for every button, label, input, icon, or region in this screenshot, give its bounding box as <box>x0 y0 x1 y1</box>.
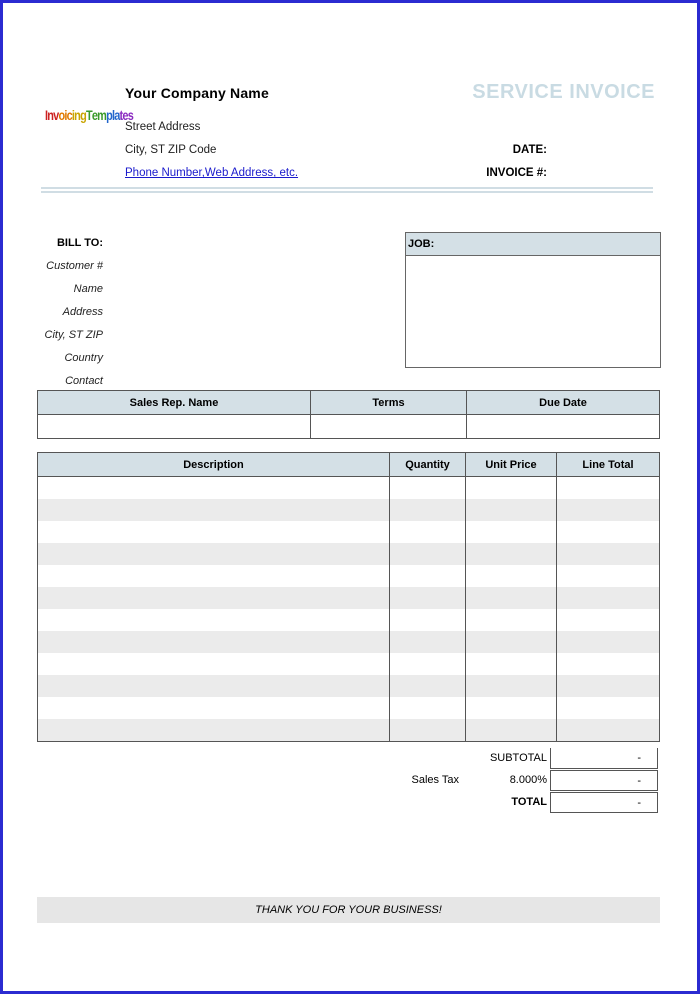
unit-price-cell[interactable] <box>466 499 557 521</box>
line-item-row[interactable] <box>38 631 660 653</box>
date-label: DATE: <box>512 144 547 156</box>
quantity-cell[interactable] <box>390 521 466 543</box>
unit-price-cell[interactable] <box>466 477 557 500</box>
unit-price-cell[interactable] <box>466 565 557 587</box>
description-cell[interactable] <box>38 543 390 565</box>
invoice-number-label: INVOICE #: <box>486 167 547 179</box>
unit-price-cell[interactable] <box>466 609 557 631</box>
line-total-cell[interactable] <box>557 675 660 697</box>
terms-header: Terms <box>311 391 467 415</box>
line-items-table <box>37 452 660 742</box>
thank-you-footer: THANK YOU FOR YOUR BUSINESS! <box>37 897 660 923</box>
job-box[interactable] <box>405 232 661 368</box>
job-heading: JOB: <box>406 233 660 256</box>
unit-price-cell[interactable] <box>466 719 557 742</box>
header-divider <box>41 187 653 189</box>
bill-to-contact-label: Contact <box>65 375 103 387</box>
unit-price-cell[interactable] <box>466 653 557 675</box>
unit-price-cell[interactable] <box>466 697 557 719</box>
line-total-cell[interactable] <box>557 565 660 587</box>
sales-rep-table <box>37 390 660 439</box>
line-item-row[interactable] <box>38 521 660 543</box>
quantity-cell[interactable] <box>390 499 466 521</box>
line-item-row[interactable] <box>38 543 660 565</box>
line-total-cell[interactable] <box>557 477 660 500</box>
description-cell[interactable] <box>38 499 390 521</box>
line-item-row[interactable] <box>38 587 660 609</box>
description-cell[interactable] <box>38 631 390 653</box>
line-item-row[interactable] <box>38 499 660 521</box>
total-label: TOTAL <box>511 796 547 808</box>
quantity-cell[interactable] <box>390 565 466 587</box>
description-cell[interactable] <box>38 675 390 697</box>
sales-rep-header: Sales Rep. Name <box>38 391 311 415</box>
line-total-cell[interactable] <box>557 609 660 631</box>
due-date-header: Due Date <box>467 391 660 415</box>
line-total-header: Line Total <box>557 453 660 477</box>
line-total-cell[interactable] <box>557 543 660 565</box>
line-item-row[interactable] <box>38 719 660 742</box>
line-total-cell[interactable] <box>557 499 660 521</box>
bill-to-country-label: Country <box>64 352 103 364</box>
quantity-cell[interactable] <box>390 609 466 631</box>
quantity-cell[interactable] <box>390 587 466 609</box>
bill-to-customer-label: Customer # <box>46 260 103 272</box>
line-total-cell[interactable] <box>557 697 660 719</box>
description-cell[interactable] <box>38 521 390 543</box>
company-name: Your Company Name <box>125 85 269 101</box>
description-cell[interactable] <box>38 609 390 631</box>
unit-price-header: Unit Price <box>466 453 557 477</box>
bill-to-city-label: City, ST ZIP <box>44 329 103 341</box>
unit-price-cell[interactable] <box>466 631 557 653</box>
line-total-cell[interactable] <box>557 719 660 742</box>
line-total-cell[interactable] <box>557 587 660 609</box>
line-item-row[interactable] <box>38 609 660 631</box>
sales-tax-rate[interactable]: 8.000% <box>509 774 547 786</box>
quantity-cell[interactable] <box>390 697 466 719</box>
sales-rep-cell[interactable] <box>38 415 311 439</box>
line-total-cell[interactable] <box>557 521 660 543</box>
description-header: Description <box>38 453 390 477</box>
total-value: - <box>550 792 658 813</box>
sales-tax-label: Sales Tax <box>411 774 459 786</box>
quantity-cell[interactable] <box>390 653 466 675</box>
quantity-cell[interactable] <box>390 477 466 500</box>
line-item-row[interactable] <box>38 675 660 697</box>
quantity-cell[interactable] <box>390 543 466 565</box>
company-contact-link[interactable]: Phone Number,Web Address, etc. <box>125 167 299 179</box>
line-item-row[interactable] <box>38 565 660 587</box>
description-cell[interactable] <box>38 587 390 609</box>
description-cell[interactable] <box>38 477 390 500</box>
quantity-header: Quantity <box>390 453 466 477</box>
line-total-cell[interactable] <box>557 653 660 675</box>
header-divider-2 <box>41 191 653 193</box>
subtotal-value: - <box>550 748 658 769</box>
invoice-title: SERVICE INVOICE <box>472 81 655 103</box>
terms-cell[interactable] <box>311 415 467 439</box>
subtotal-label: SUBTOTAL <box>489 752 547 764</box>
due-date-cell[interactable] <box>467 415 660 439</box>
line-item-row[interactable] <box>38 653 660 675</box>
description-cell[interactable] <box>38 719 390 742</box>
quantity-cell[interactable] <box>390 719 466 742</box>
description-cell[interactable] <box>38 697 390 719</box>
bill-to-heading: BILL TO: <box>56 237 103 249</box>
line-item-row[interactable] <box>38 697 660 719</box>
quantity-cell[interactable] <box>390 675 466 697</box>
unit-price-cell[interactable] <box>466 587 557 609</box>
quantity-cell[interactable] <box>390 631 466 653</box>
line-item-row[interactable] <box>38 477 660 500</box>
description-cell[interactable] <box>38 653 390 675</box>
description-cell[interactable] <box>38 565 390 587</box>
invoicing-templates-logo: InvoicingTemplates <box>45 107 134 123</box>
sales-tax-value: - <box>550 770 658 791</box>
bill-to-name-label: Name <box>73 283 103 295</box>
unit-price-cell[interactable] <box>466 521 557 543</box>
unit-price-cell[interactable] <box>466 675 557 697</box>
bill-to-address-label: Address <box>62 306 103 318</box>
line-total-cell[interactable] <box>557 631 660 653</box>
company-street: Street Address <box>125 121 201 133</box>
company-city: City, ST ZIP Code <box>125 144 217 156</box>
unit-price-cell[interactable] <box>466 543 557 565</box>
